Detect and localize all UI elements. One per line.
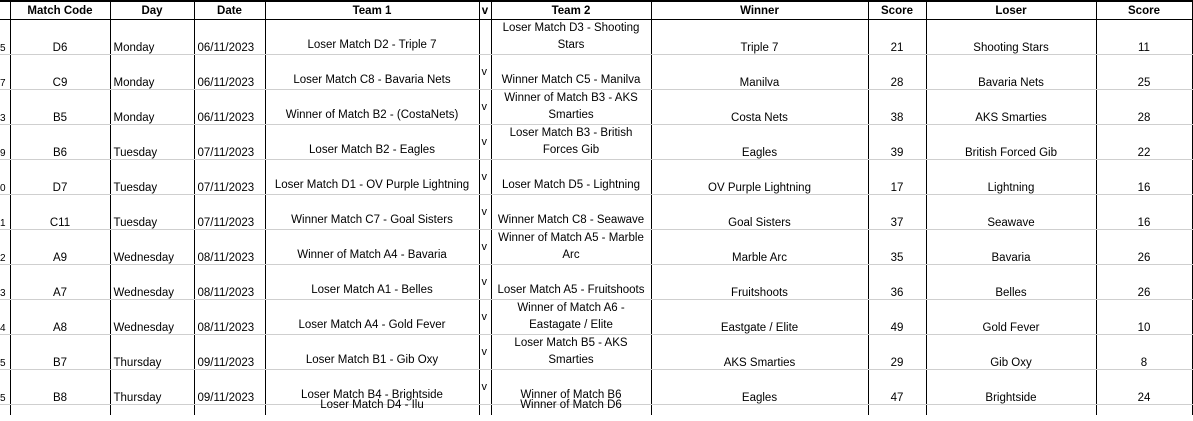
winner-cell[interactable] — [651, 405, 868, 416]
team-2-cell[interactable]: Winner of Match B6 — [491, 370, 651, 405]
table-row — [0, 125, 1192, 160]
date-cell[interactable]: 09/11/2023 — [194, 370, 265, 405]
day-cell[interactable]: Monday — [110, 20, 194, 55]
team-1-cell[interactable]: Loser Match B1 - Gib Oxy — [265, 335, 479, 370]
loser-cell[interactable]: Shooting Stars — [926, 20, 1096, 55]
date-cell[interactable]: 08/11/2023 — [194, 265, 265, 300]
winner-score-cell[interactable]: 37 — [868, 195, 926, 230]
header-team-2[interactable]: Team 2 — [491, 1, 651, 20]
table-row — [0, 335, 1192, 370]
day-cell[interactable]: Thursday — [110, 370, 194, 405]
winner-score-cell[interactable]: 35 — [868, 230, 926, 265]
team-1-cell[interactable]: Loser Match A1 - Belles — [265, 265, 479, 300]
winner-cell[interactable]: Eagles — [651, 125, 868, 160]
row-number-cell[interactable]: 5 — [0, 20, 10, 55]
header-day[interactable]: Day — [110, 1, 194, 20]
loser-cell[interactable]: Gold Fever — [926, 300, 1096, 335]
header-match-code[interactable]: Match Code — [10, 1, 110, 20]
winner-score-cell[interactable]: 38 — [868, 90, 926, 125]
match-code-cell[interactable]: B5 — [10, 90, 110, 125]
day-cell[interactable] — [110, 405, 194, 416]
versus-cell[interactable]: v — [479, 55, 491, 90]
winner-cell[interactable]: Triple 7 — [651, 20, 868, 55]
header-v[interactable]: v — [479, 1, 491, 20]
header-winner-score[interactable]: Score — [868, 1, 926, 20]
versus-cell[interactable] — [479, 20, 491, 55]
row-number-cell[interactable]: 7 — [0, 55, 10, 90]
team-1-cell[interactable]: Loser Match D2 - Triple 7 — [265, 20, 479, 55]
row-number-cell[interactable] — [0, 405, 10, 416]
table-row — [0, 265, 1192, 300]
loser-cell[interactable]: Bavaria Nets — [926, 55, 1096, 90]
team-2-cell[interactable]: Loser Match D3 - Shooting Stars — [491, 20, 651, 55]
versus-cell[interactable]: v — [479, 265, 491, 300]
day-cell[interactable]: Wednesday — [110, 265, 194, 300]
team-2-cell[interactable] — [491, 399, 651, 416]
team-2-cell[interactable]: Winner of Match B3 - AKS Smarties — [491, 90, 651, 125]
versus-cell[interactable]: v — [479, 125, 491, 160]
date-cell[interactable]: 06/11/2023 — [194, 20, 265, 55]
table-row-partial — [0, 405, 1192, 416]
match-code-cell[interactable]: B6 — [10, 125, 110, 160]
match-code-cell[interactable]: B8 — [10, 370, 110, 405]
winner-cell[interactable]: Marble Arc — [651, 230, 868, 265]
team-2-cell[interactable]: Loser Match B5 - AKS Smarties — [491, 335, 651, 370]
day-cell[interactable]: Tuesday — [110, 195, 194, 230]
table-row — [0, 230, 1192, 265]
team-1-cell[interactable]: Loser Match B4 - Brightside — [265, 370, 479, 405]
loser-score-cell[interactable]: 26 — [1096, 265, 1192, 300]
header-winner[interactable]: Winner — [651, 1, 868, 20]
date-cell[interactable]: 06/11/2023 — [194, 55, 265, 90]
loser-cell[interactable]: Bavaria — [926, 230, 1096, 265]
match-code-cell[interactable]: A9 — [10, 230, 110, 265]
table-body — [0, 20, 1192, 416]
winner-cell[interactable]: Fruitshoots — [651, 265, 868, 300]
team-2-cell[interactable]: Winner Match C8 - Seawave — [491, 195, 651, 230]
match-code-cell[interactable]: C11 — [10, 195, 110, 230]
match-code-cell[interactable]: D6 — [10, 20, 110, 55]
versus-cell[interactable] — [479, 405, 491, 416]
winner-cell[interactable]: Eagles — [651, 370, 868, 405]
table-row — [0, 160, 1192, 195]
date-cell[interactable]: 09/11/2023 — [194, 335, 265, 370]
loser-cell[interactable]: Gib Oxy — [926, 335, 1096, 370]
winner-cell[interactable]: Eastgate / Elite — [651, 300, 868, 335]
loser-score-cell[interactable] — [1096, 405, 1192, 416]
date-cell[interactable]: 08/11/2023 — [194, 300, 265, 335]
loser-cell[interactable]: Seawave — [926, 195, 1096, 230]
table-row — [0, 90, 1192, 125]
date-cell[interactable]: 06/11/2023 — [194, 90, 265, 125]
loser-score-cell[interactable]: 28 — [1096, 90, 1192, 125]
header-row — [0, 1, 1192, 20]
winner-score-cell[interactable]: 17 — [868, 160, 926, 195]
table-row — [0, 195, 1192, 230]
row-number-cell[interactable]: 9 — [0, 125, 10, 160]
match-code-cell[interactable]: C9 — [10, 55, 110, 90]
partial-team-2-text: Winner of Match D6 — [520, 399, 622, 411]
day-cell[interactable]: Tuesday — [110, 125, 194, 160]
winner-score-cell[interactable]: 36 — [868, 265, 926, 300]
winner-cell[interactable]: OV Purple Lightning — [651, 160, 868, 195]
loser-score-cell[interactable]: 22 — [1096, 125, 1192, 160]
row-number-cell[interactable]: 5 — [0, 335, 10, 370]
row-number-cell[interactable]: 2 — [0, 230, 10, 265]
team-2-cell[interactable]: Loser Match D5 - Lightning — [491, 160, 651, 195]
versus-cell[interactable]: v — [479, 335, 491, 370]
date-cell[interactable] — [194, 405, 265, 416]
team-2-cell[interactable]: Winner of Match A5 - Marble Arc — [491, 230, 651, 265]
team-1-cell[interactable] — [265, 399, 479, 416]
team-2-cell[interactable]: Loser Match B3 - British Forces Gib — [491, 125, 651, 160]
row-number-cell[interactable]: 0 — [0, 160, 10, 195]
loser-score-cell[interactable]: 24 — [1096, 370, 1192, 405]
team-2-cell[interactable]: Loser Match A5 - Fruitshoots — [491, 265, 651, 300]
row-number-cell[interactable]: 4 — [0, 300, 10, 335]
match-code-cell[interactable]: B7 — [10, 335, 110, 370]
versus-cell[interactable]: v — [479, 195, 491, 230]
date-cell[interactable]: 07/11/2023 — [194, 160, 265, 195]
winner-cell[interactable]: Manilva — [651, 55, 868, 90]
team-2-cell[interactable]: Winner Match C5 - Manilva — [491, 55, 651, 90]
team-1-cell[interactable]: Loser Match B2 - Eagles — [265, 125, 479, 160]
header-rownum[interactable] — [0, 1, 10, 20]
winner-score-cell[interactable]: 28 — [868, 55, 926, 90]
loser-score-cell[interactable]: 16 — [1096, 195, 1192, 230]
team-1-cell[interactable]: Loser Match A4 - Gold Fever — [265, 300, 479, 335]
team-1-cell[interactable]: Loser Match C8 - Bavaria Nets — [265, 55, 479, 90]
winner-cell[interactable]: Goal Sisters — [651, 195, 868, 230]
loser-cell[interactable]: Lightning — [926, 160, 1096, 195]
winner-score-cell[interactable]: 29 — [868, 335, 926, 370]
match-code-cell[interactable]: A8 — [10, 300, 110, 335]
loser-score-cell[interactable]: 8 — [1096, 335, 1192, 370]
loser-score-cell[interactable]: 25 — [1096, 55, 1192, 90]
row-number-cell[interactable]: 3 — [0, 90, 10, 125]
loser-cell[interactable]: Belles — [926, 265, 1096, 300]
day-cell[interactable]: Wednesday — [110, 300, 194, 335]
loser-score-cell[interactable]: 10 — [1096, 300, 1192, 335]
loser-cell[interactable] — [926, 405, 1096, 416]
winner-score-cell[interactable]: 49 — [868, 300, 926, 335]
team-2-cell[interactable]: Winner of Match A6 - Eastagate / Elite — [491, 300, 651, 335]
team-1-cell[interactable]: Winner of Match B2 - (CostaNets) — [265, 90, 479, 125]
winner-score-cell[interactable]: 39 — [868, 125, 926, 160]
winner-score-cell[interactable]: 21 — [868, 20, 926, 55]
loser-cell[interactable]: British Forced Gib — [926, 125, 1096, 160]
header-team-1[interactable]: Team 1 — [265, 1, 479, 20]
header-loser[interactable]: Loser — [926, 1, 1096, 20]
day-cell[interactable]: Thursday — [110, 335, 194, 370]
row-number-cell[interactable]: 3 — [0, 265, 10, 300]
versus-cell[interactable]: v — [479, 230, 491, 265]
winner-score-cell[interactable]: 47 — [868, 370, 926, 405]
header-date[interactable]: Date — [194, 1, 265, 20]
table-row — [0, 300, 1192, 335]
loser-score-cell[interactable]: 16 — [1096, 160, 1192, 195]
partial-team-1-text: Loser Match D4 - Ilu — [320, 399, 424, 411]
match-code-cell[interactable]: A7 — [10, 265, 110, 300]
loser-cell[interactable]: AKS Smarties — [926, 90, 1096, 125]
winner-cell[interactable]: AKS Smarties — [651, 335, 868, 370]
match-code-cell[interactable]: D7 — [10, 160, 110, 195]
versus-cell[interactable]: v — [479, 160, 491, 195]
row-number-cell[interactable]: 5 — [0, 370, 10, 405]
day-cell[interactable]: Monday — [110, 55, 194, 90]
date-cell[interactable]: 07/11/2023 — [194, 195, 265, 230]
team-1-cell[interactable]: Winner Match C7 - Goal Sisters — [265, 195, 479, 230]
table-row — [0, 20, 1192, 55]
team-1-cell[interactable]: Loser Match D1 - OV Purple Lightning — [265, 160, 479, 195]
date-cell[interactable]: 08/11/2023 — [194, 230, 265, 265]
loser-cell[interactable]: Brightside — [926, 370, 1096, 405]
header-loser-score[interactable]: Score — [1096, 1, 1192, 20]
match-code-cell[interactable] — [10, 405, 110, 416]
winner-cell[interactable]: Costa Nets — [651, 90, 868, 125]
team-1-cell[interactable]: Winner of Match A4 - Bavaria — [265, 230, 479, 265]
day-cell[interactable]: Monday — [110, 90, 194, 125]
day-cell[interactable]: Tuesday — [110, 160, 194, 195]
loser-score-cell[interactable]: 11 — [1096, 20, 1192, 55]
date-cell[interactable]: 07/11/2023 — [194, 125, 265, 160]
loser-score-cell[interactable]: 26 — [1096, 230, 1192, 265]
row-number-cell[interactable]: 1 — [0, 195, 10, 230]
table-row — [0, 55, 1192, 90]
versus-cell[interactable]: v — [479, 370, 491, 405]
day-cell[interactable]: Wednesday — [110, 230, 194, 265]
winner-score-cell[interactable] — [868, 405, 926, 416]
versus-cell[interactable]: v — [479, 90, 491, 125]
versus-cell[interactable]: v — [479, 300, 491, 335]
